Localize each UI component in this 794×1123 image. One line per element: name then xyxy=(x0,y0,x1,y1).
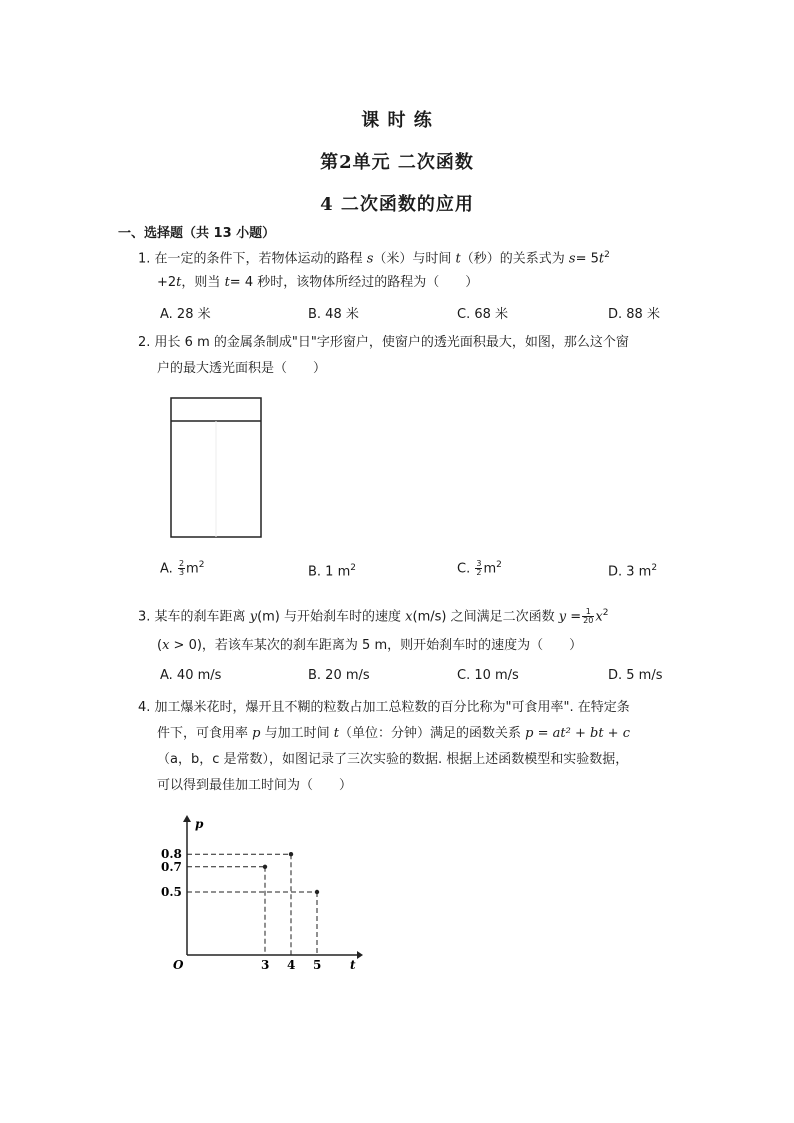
q3-unit-y: (m) xyxy=(257,609,280,625)
data-point-1 xyxy=(289,852,293,856)
q2-option-a-unit: m xyxy=(186,561,199,577)
question-2 xyxy=(138,330,629,356)
question-4 xyxy=(138,695,630,721)
q1-text-a: 在一定的条件下，若物体运动的路程 xyxy=(154,251,363,267)
doc-title: 课 时 练 xyxy=(361,110,433,131)
q3-var-y: y xyxy=(249,609,258,625)
q2-option-d[interactable]: D. 3 $m^2$ xyxy=(608,563,658,580)
q4-var-p: p xyxy=(252,726,261,741)
data-point-2 xyxy=(315,890,319,894)
x-axis-arrow xyxy=(357,951,363,959)
q3-text-c: 之间满足二次函数 xyxy=(450,609,555,625)
y-tick-label-2: 0.5 xyxy=(161,885,182,899)
q1-text-c: （秒）的关系式为 xyxy=(460,251,565,267)
y-axis-label: p xyxy=(195,817,204,831)
q1-formula-eq: = 5 xyxy=(575,251,599,267)
q3-text-b: 与开始刹车时的速度 xyxy=(284,609,402,625)
q3-formula-exp: 2 xyxy=(602,608,609,618)
x-tick-label-0: 3 xyxy=(261,958,270,972)
q1-line2-t: t xyxy=(176,275,182,290)
y-tick-label-1: 0.7 xyxy=(161,859,182,874)
q3-formula-x: x xyxy=(595,609,603,625)
unit-title: 第2单元 二次函数 xyxy=(320,152,474,173)
q2-option-b[interactable]: B. 1 $m^2$ xyxy=(308,563,356,580)
q1-line2-c: = 4 秒时，该物体所经过的路程为（ ） xyxy=(229,275,479,290)
q3-formula-eq: = xyxy=(566,609,582,625)
q1-formula-s: s xyxy=(568,251,576,267)
question-1-line2 xyxy=(157,270,478,296)
q3-line2: (x > 0)，若该车某次的刹车距离为 5 m，则开始刹车时的速度为（ ） xyxy=(157,638,583,653)
q3-unit-x: (m/s) xyxy=(412,609,447,625)
x-axis-label: t xyxy=(350,958,356,972)
q1-line2-plus: +2 xyxy=(157,275,177,290)
q3-option-b[interactable]: B. 20 m/s xyxy=(308,668,370,683)
q2-option-a-fraction: $\frac{2}{3}$ xyxy=(178,559,185,578)
q3-line2-x: x xyxy=(162,638,170,653)
q1-number: 1. xyxy=(138,251,151,267)
q1-var-t: t xyxy=(455,251,461,267)
x-tick-label-2: 5 xyxy=(313,958,322,972)
q2-number: 2. xyxy=(138,335,151,350)
q1-option-b[interactable]: B. 48 米 xyxy=(308,307,359,322)
y-axis-arrow xyxy=(183,815,191,822)
q4-line2: 件下，可食用率 p 与加工时间 t（单位：分钟）满足的函数关系 p = at² + bt + c xyxy=(157,726,630,741)
q4-line3: （a，b，c 是常数），如图记录了三次实验的数据. 根据上述函数模型和实验数据， xyxy=(157,752,629,767)
question-3 xyxy=(138,600,683,630)
q2-option-c-prefix: C. xyxy=(457,561,471,577)
q3-line2-text: > 0)，若该车某次的刹车距离为 5 m，则开始刹车时的速度为（ ） xyxy=(169,638,583,653)
q2-option-c-unit: m xyxy=(483,561,497,577)
q4-var-t: t xyxy=(333,726,340,741)
y-tick-label-0: 0.8 xyxy=(161,847,182,862)
question-1 xyxy=(138,242,678,272)
q2-line1: 用长 6 m 的金属条制成"日"字形窗户，使窗户的透光面积最大，如图，那么这个窗 xyxy=(154,335,629,350)
q3-formula-y: y xyxy=(558,609,567,625)
data-point-0 xyxy=(263,865,267,869)
q2-option-c[interactable]: C. $\frac{3}{2}$ $m^2$ xyxy=(457,559,502,578)
origin-label: O xyxy=(173,958,184,972)
q4-line1: 加工爆米花时，爆开且不糊的粒数占加工总粒数的百分比称为"可食用率". 在特定条 xyxy=(154,700,630,715)
q3-option-c[interactable]: C. 10 m/s xyxy=(457,668,519,683)
q3-text-a: 某车的刹车距离 xyxy=(154,609,246,625)
q3-option-d[interactable]: D. 5 m/s xyxy=(608,668,663,683)
q1-line2-b: ，则当 xyxy=(181,275,221,290)
q4-line4: 可以得到最佳加工时间为（ ） xyxy=(157,778,353,793)
q3-formula-fraction: $\frac{1}{20}$ xyxy=(583,607,594,626)
q2-option-c-fraction: $\frac{3}{2}$ xyxy=(476,559,482,578)
q3-number: 3. xyxy=(138,609,151,625)
q2-line2: 户的最大透光面积是（ ） xyxy=(157,361,327,376)
window-figure xyxy=(168,396,266,542)
q1-line2-t2: t xyxy=(224,275,230,290)
q2-option-a[interactable]: A. $\frac{2}{3}$ $m^2$ xyxy=(160,559,205,578)
q4-formula: p = at² + bt + c xyxy=(525,726,630,741)
q1-var-s: s xyxy=(366,251,374,267)
q1-formula-exp: 2 xyxy=(604,250,610,260)
q3-option-a[interactable]: A. 40 m/s xyxy=(160,668,222,683)
q1-option-c[interactable]: C. 68 米 xyxy=(457,307,509,322)
x-tick-label-1: 4 xyxy=(287,958,296,972)
q4-number: 4. xyxy=(138,700,151,715)
q1-option-a[interactable]: A. 28 米 xyxy=(160,307,211,322)
q1-text-b: （米）与时间 xyxy=(373,251,452,267)
q2-option-a-prefix: A. xyxy=(160,561,173,577)
q4-chart xyxy=(150,810,370,980)
q3-var-x: x xyxy=(405,609,413,625)
q1-formula-t: t xyxy=(598,251,605,267)
section-heading: 一、选择题（共 13 小题） xyxy=(118,226,276,241)
lesson-title: 4 二次函数的应用 xyxy=(320,194,474,215)
q1-option-d[interactable]: D. 88 米 xyxy=(608,307,660,322)
